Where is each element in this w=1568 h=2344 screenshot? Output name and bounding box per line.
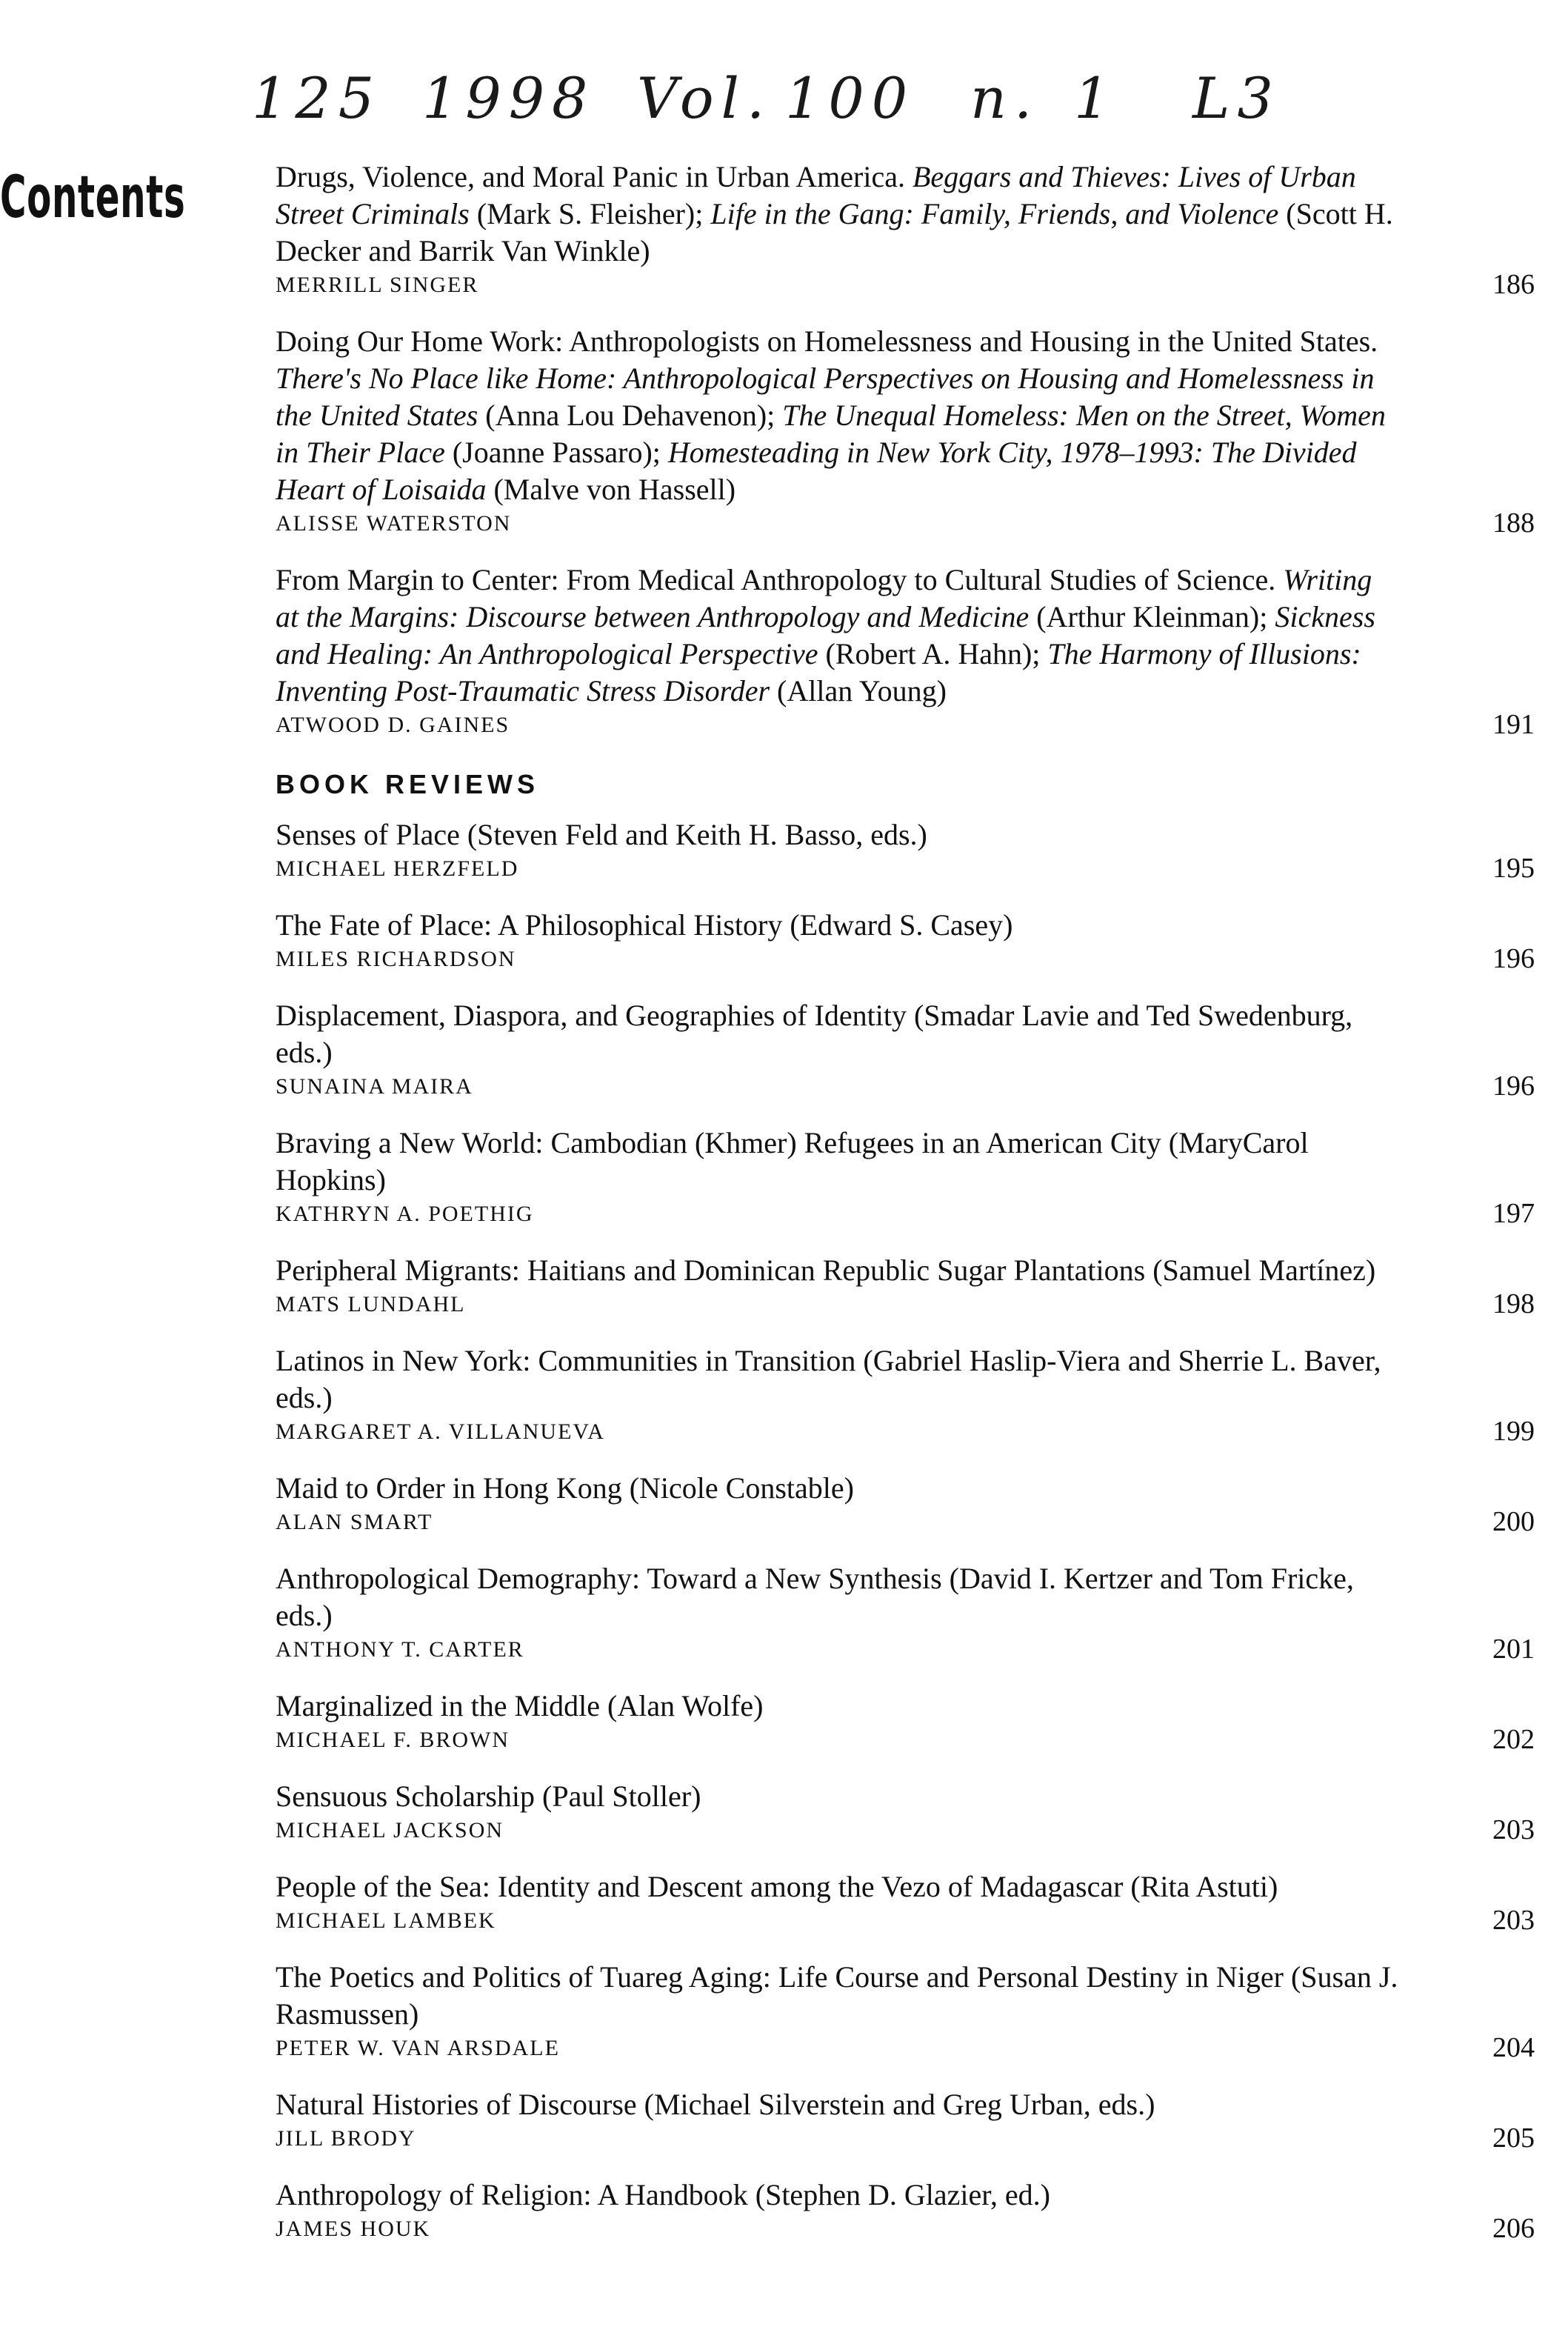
reviewer: MICHAEL LAMBEK <box>276 1908 496 1933</box>
review-entry <box>276 816 1535 888</box>
title-text: From Margin to Center: From Medical Anthropology to Cultural Studies of Science. <box>276 563 1284 596</box>
author-row <box>276 1507 1535 1541</box>
handwritten-note-part: 1998 <box>422 65 595 131</box>
author-row <box>276 2033 1535 2067</box>
title-text: (Mark S. Fleisher); <box>469 197 711 230</box>
review-entry <box>276 1560 1535 1668</box>
review-title: Anthropological Demography: Toward a New Synthesis (David I. Kertzer and Tom Fricke, eds.) <box>276 1562 1354 1632</box>
title-text: Doing Our Home Work: Anthropologists on Homelessness and Housing in the United States. <box>276 324 1378 358</box>
book-title: The Harmony of Illusions: Inventing Post-Traumatic Stress Disorder <box>276 637 1361 707</box>
review-entry <box>276 2086 1535 2157</box>
page-number: 196 <box>1492 1071 1535 1102</box>
review-entry <box>276 1868 1535 1940</box>
handwritten-note-part: L3 <box>1192 65 1281 131</box>
essay-author: MERRILL SINGER <box>276 273 479 297</box>
title-text: (Anna Lou Dehavenon); <box>478 399 783 432</box>
essay-entry <box>276 159 1535 304</box>
reviewer: JILL BRODY <box>276 2126 416 2151</box>
review-title: Natural Histories of Discourse (Michael Silverstein and Greg Urban, eds.) <box>276 2088 1155 2121</box>
book-title: Sickness and Healing: An Anthropological Perspective <box>276 600 1375 670</box>
review-entry <box>276 1125 1535 1233</box>
author-row <box>276 270 1535 304</box>
author-row <box>276 1199 1535 1233</box>
handwritten-call-number <box>252 65 1333 147</box>
author-row <box>276 508 1535 542</box>
review-entry <box>276 1342 1535 1451</box>
review-entry <box>276 1778 1535 1849</box>
handwritten-note-part: n. <box>970 65 1040 131</box>
author-row <box>276 853 1535 888</box>
book-title: Life in the Gang: Family, Friends, and Violence <box>710 197 1279 230</box>
review-entry <box>276 2177 1535 2248</box>
reviewer: PETER W. VAN ARSDALE <box>276 2036 560 2060</box>
handwritten-note-part: 100 <box>785 65 915 131</box>
reviewer: MICHAEL HERZFELD <box>276 856 519 881</box>
reviewer: MICHAEL F. BROWN <box>276 1728 510 1752</box>
book-reviews-heading: BOOK REVIEWS <box>276 769 540 799</box>
handwritten-note-part: Vol. <box>637 65 773 131</box>
page-number: 197 <box>1492 1198 1535 1229</box>
review-title: Peripheral Migrants: Haitians and Dominican Republic Sugar Plantations (Samuel Martínez) <box>276 1253 1376 1287</box>
essay-title <box>276 323 1401 508</box>
review-entry <box>276 1252 1535 1323</box>
author-row <box>276 1416 1535 1451</box>
author-row <box>276 1815 1535 1849</box>
page-number: 200 <box>1492 1506 1535 1537</box>
reviewer: MICHAEL JACKSON <box>276 1818 504 1842</box>
review-entry <box>276 1470 1535 1541</box>
handwritten-note-part: 1 <box>1074 65 1118 131</box>
page-number: 186 <box>1492 269 1535 300</box>
essay-author: ATWOOD D. GAINES <box>276 713 510 737</box>
reviewer: ALAN SMART <box>276 1510 433 1534</box>
page-number: 195 <box>1492 853 1535 884</box>
book-title: Writing at the Margins: Discourse between Anthropology and Medicine <box>276 563 1372 633</box>
reviewer: SUNAINA MAIRA <box>276 1074 473 1099</box>
review-title: The Poetics and Politics of Tuareg Aging: Life Course and Personal Destiny in Niger (Susan J. Rasmussen) <box>276 1960 1398 2031</box>
title-text: (Scott H. Decker and Barrik Van Winkle) <box>276 197 1393 267</box>
essay-title <box>276 562 1401 710</box>
author-row <box>276 1071 1535 1105</box>
page-number: 203 <box>1492 1814 1535 1845</box>
essay-author: ALISSE WATERSTON <box>276 511 512 536</box>
title-text: (Robert A. Hahn); <box>818 637 1048 670</box>
review-title: People of the Sea: Identity and Descent among the Vezo of Madagascar (Rita Astuti) <box>276 1870 1278 1903</box>
book-title: There's No Place like Home: Anthropological Perspectives on Housing and Homelessness in the United States <box>276 362 1375 432</box>
review-entry <box>276 907 1535 978</box>
author-row <box>276 710 1535 744</box>
review-title: Marginalized in the Middle (Alan Wolfe) <box>276 1689 764 1722</box>
review-title: Sensuous Scholarship (Paul Stoller) <box>276 1779 701 1813</box>
reviewer: JAMES HOUK <box>276 2217 431 2241</box>
review-title: Anthropology of Religion: A Handbook (Stephen D. Glazier, ed.) <box>276 2178 1050 2211</box>
review-entry <box>276 1959 1535 2067</box>
author-row <box>276 1289 1535 1323</box>
review-title: Senses of Place (Steven Feld and Keith H. Basso, eds.) <box>276 818 927 851</box>
reviewer: KATHRYN A. POETHIG <box>276 1202 534 1226</box>
page-number: 205 <box>1492 2122 1535 2154</box>
essay-entry <box>276 323 1535 542</box>
review-title: The Fate of Place: A Philosophical History (Edward S. Casey) <box>276 908 1013 942</box>
book-title: Homesteading in New York City, 1978–1993: The Divided Heart of Loisaida <box>276 436 1357 506</box>
reviewer: ANTHONY T. CARTER <box>276 1637 524 1662</box>
contents-heading: Contents <box>0 164 186 231</box>
title-text: Drugs, Violence, and Moral Panic in Urban America. <box>276 160 913 193</box>
title-text: (Allan Young) <box>770 674 947 707</box>
reviewer: MILES RICHARDSON <box>276 947 516 971</box>
page-number: 199 <box>1492 1416 1535 1447</box>
reviewer: MARGARET A. VILLANUEVA <box>276 1419 605 1444</box>
author-row <box>276 944 1535 978</box>
review-title: Displacement, Diaspora, and Geographies of Identity (Smadar Lavie and Ted Swedenburg, eds.) <box>276 999 1353 1069</box>
page-number: 204 <box>1492 2032 1535 2063</box>
author-row <box>276 2123 1535 2157</box>
title-text: (Malve von Hassell) <box>486 473 736 506</box>
review-entry <box>276 997 1535 1105</box>
reviewer: MATS LUNDAHL <box>276 1292 466 1316</box>
page-number: 203 <box>1492 1905 1535 1936</box>
page-number: 188 <box>1492 507 1535 539</box>
title-text: (Arthur Kleinman); <box>1029 600 1275 633</box>
page-number: 191 <box>1492 709 1535 740</box>
essay-title <box>276 159 1401 270</box>
author-row <box>276 1634 1535 1668</box>
page-number: 202 <box>1492 1724 1535 1755</box>
book-title: The Unequal Homeless: Men on the Street, Women in Their Place <box>276 399 1386 469</box>
review-title: Latinos in New York: Communities in Transition (Gabriel Haslip-Viera and Sherrie L. Baver, eds.) <box>276 1344 1381 1414</box>
review-entry <box>276 1688 1535 1759</box>
page-number: 206 <box>1492 2213 1535 2244</box>
essay-entry <box>276 562 1535 744</box>
book-title: Beggars and Thieves: Lives of Urban Street Criminals <box>276 160 1356 230</box>
page-number: 201 <box>1492 1634 1535 1665</box>
author-row <box>276 1725 1535 1759</box>
handwritten-note-part: 125 <box>252 65 382 131</box>
review-title: Maid to Order in Hong Kong (Nicole Constable) <box>276 1471 854 1505</box>
author-row <box>276 2214 1535 2248</box>
title-text: (Joanne Passaro); <box>444 436 668 469</box>
page-number: 198 <box>1492 1288 1535 1319</box>
table-of-contents <box>276 159 1535 2267</box>
page-number: 196 <box>1492 943 1535 974</box>
author-row <box>276 1905 1535 1940</box>
review-title: Braving a New World: Cambodian (Khmer) Refugees in an American City (MaryCarol Hopkins) <box>276 1126 1309 1196</box>
